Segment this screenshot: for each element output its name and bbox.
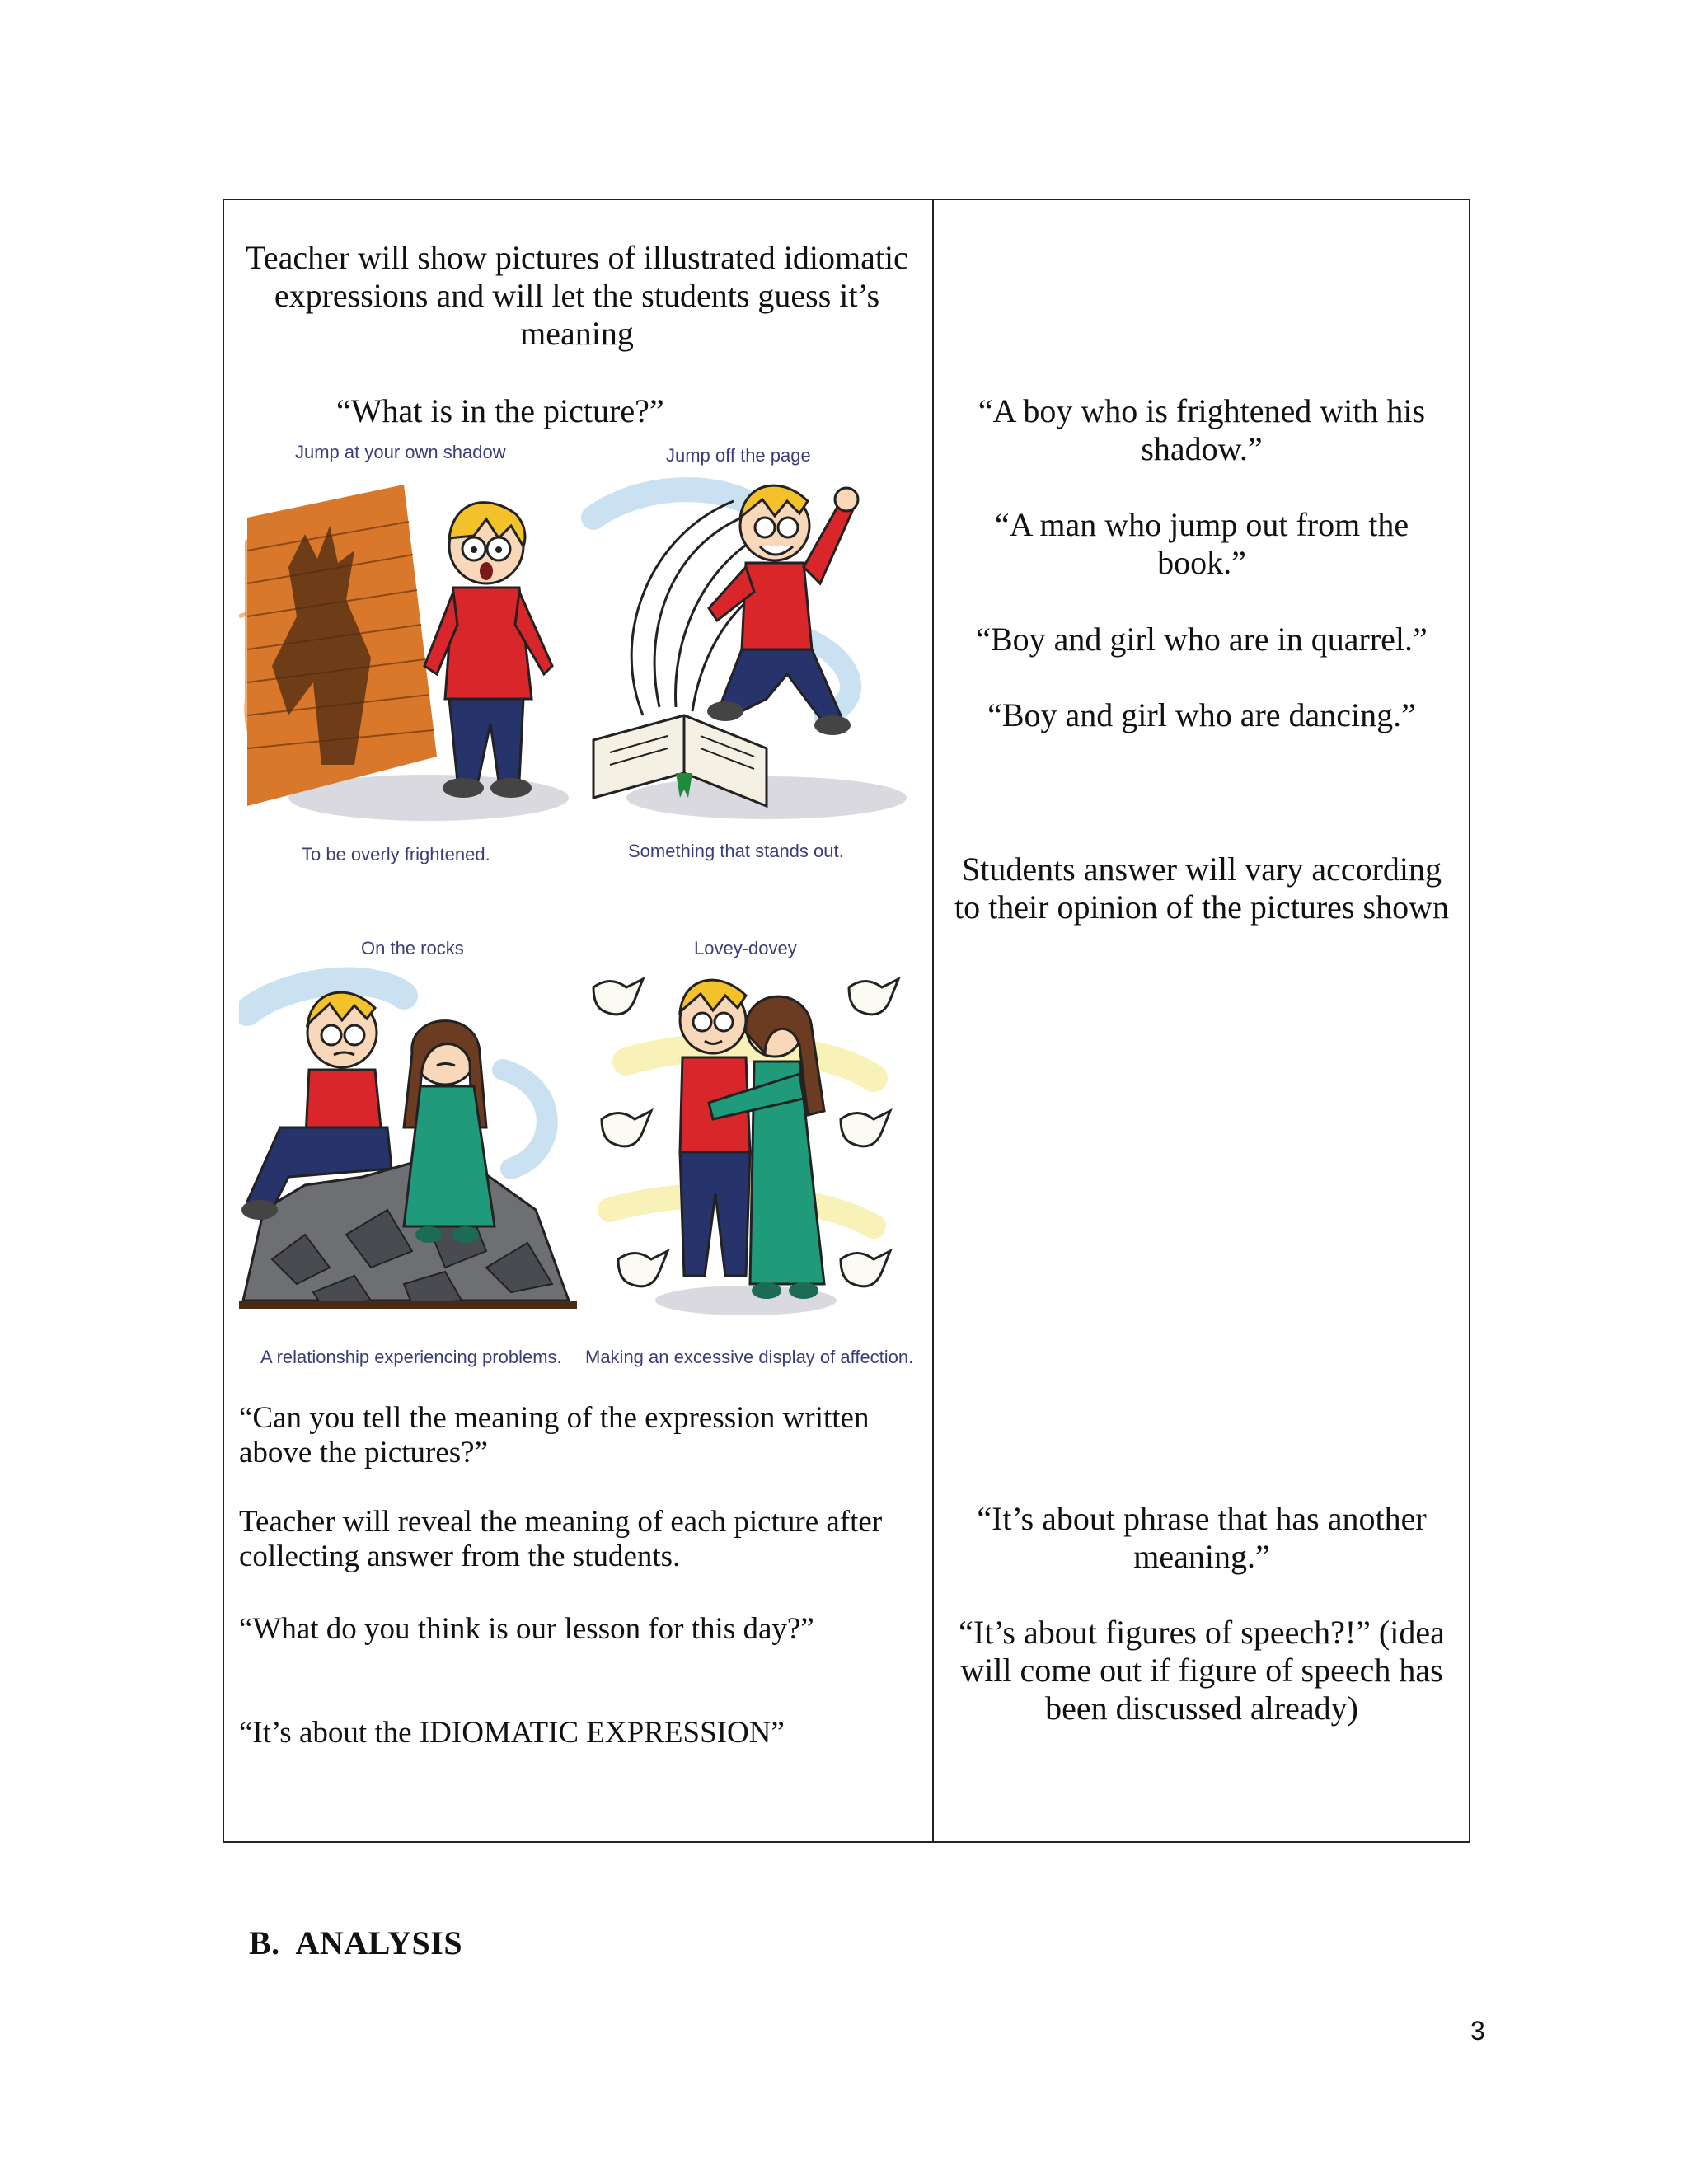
shadow-scene-image xyxy=(239,468,569,831)
illustration-caption: Making an excessive display of affection. xyxy=(585,1347,914,1367)
illustration-title: Jump off the page xyxy=(666,445,811,466)
illustration-jump-off-page xyxy=(577,435,915,864)
illustration-caption: A relationship experiencing problems. xyxy=(260,1347,562,1367)
question-lesson-today: “What do you think is our lesson for this day?” xyxy=(239,1612,814,1646)
book-scene-image xyxy=(577,468,915,831)
student-answer-shadow: “A boy who is frightened with his shadow.” xyxy=(978,392,1426,467)
student-answer-phrase: “It’s about phrase that has another meaning.” xyxy=(977,1500,1427,1575)
illustration-caption: To be overly frightened. xyxy=(302,844,490,864)
illustration-title: Lovey-dovey xyxy=(694,938,797,958)
section-heading: B. ANALYSIS xyxy=(249,1924,463,1961)
illustration-on-the-rocks xyxy=(239,930,577,1375)
illustration-lovey-dovey xyxy=(577,930,915,1375)
rocks-scene-image xyxy=(239,963,577,1325)
student-answer-note: Students answer will vary according to their opinion of the pictures shown xyxy=(954,851,1449,926)
student-answer-dancing: “Boy and girl who are dancing.” xyxy=(987,696,1416,733)
page-number: 3 xyxy=(1470,2016,1485,2046)
intro-text: Teacher will show pictures of illustrated idiomatic expressions and will let the students guess it’s meaning xyxy=(246,239,908,352)
student-answer-figures-of-speech: “It’s about figures of speech?!” (idea will come out if figure of speech has been discussed already) xyxy=(959,1614,1445,1727)
idiom-illustrations xyxy=(239,435,915,1375)
student-answer-quarrel: “Boy and girl who are in quarrel.” xyxy=(976,621,1428,658)
question-what-is-in-picture: “What is in the picture?” xyxy=(336,392,664,429)
lovey-dovey-scene-image xyxy=(577,963,915,1325)
illustration-title: On the rocks xyxy=(361,938,464,958)
student-answer-book: “A man who jump out from the book.” xyxy=(994,506,1409,581)
illustration-caption: Something that stands out. xyxy=(628,841,844,861)
question-meaning-of-expression: “Can you tell the meaning of the expression written above the pictures?” xyxy=(239,1401,870,1469)
teacher-reveal-text: Teacher will reveal the meaning of each picture after collecting answer from the students. xyxy=(239,1505,883,1573)
lesson-answer: “It’s about the IDIOMATIC EXPRESSION” xyxy=(239,1716,785,1750)
illustration-title: Jump at your own shadow xyxy=(295,442,506,462)
table-column-divider xyxy=(932,199,934,1843)
illustration-jump-at-shadow xyxy=(239,435,569,864)
